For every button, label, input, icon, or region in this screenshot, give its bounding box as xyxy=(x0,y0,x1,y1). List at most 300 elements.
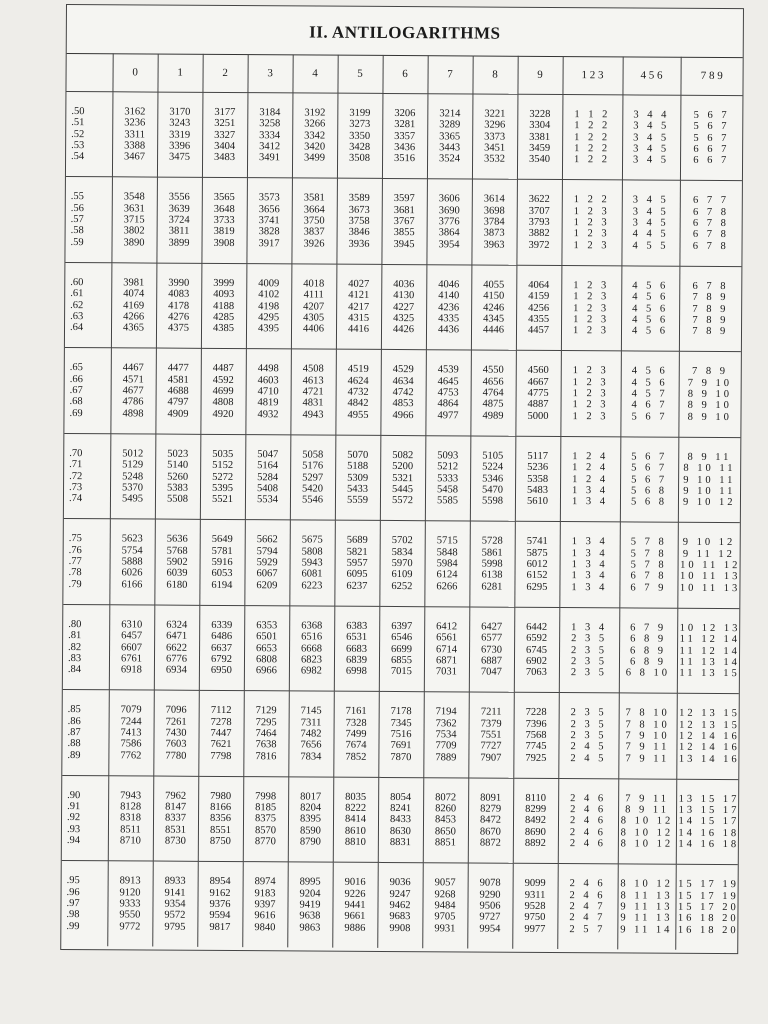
header-mean-diff: 7 8 9 xyxy=(680,57,742,96)
table-value: 4055 xyxy=(483,279,505,291)
mean-difference-cell xyxy=(619,608,678,694)
table-value: 4710 xyxy=(257,386,279,398)
table-value: 3573 xyxy=(258,192,280,204)
value-cell xyxy=(517,94,563,180)
table-value: 6668 xyxy=(301,642,323,655)
mean-difference-cell xyxy=(676,694,739,780)
table-value: 6 7 7 xyxy=(693,195,730,207)
table-value: 8204 xyxy=(300,802,322,814)
table-value: 7 9 10 xyxy=(625,730,670,742)
table-value: 6124 xyxy=(436,569,458,581)
table-value: 7129 xyxy=(255,705,277,717)
table-value: 8892 xyxy=(524,837,546,850)
table-value: 8810 xyxy=(344,836,366,848)
table-value: 9750 xyxy=(524,912,546,924)
table-value: 3 4 5 xyxy=(633,154,670,166)
table-value: 2 4 5 xyxy=(570,741,607,753)
table-value: 4581 xyxy=(167,374,189,386)
table-value: 7870 xyxy=(390,751,412,763)
table-value: 4178 xyxy=(168,300,190,312)
table-value: 1 2 3 xyxy=(573,217,610,229)
table-value: 6324 xyxy=(166,619,188,631)
table-value: 6 8 9 xyxy=(629,656,667,668)
table-value: .88 xyxy=(67,738,81,750)
table-value: 5546 xyxy=(301,494,324,506)
table-value: 3289 xyxy=(439,119,461,131)
table-value: 3206 xyxy=(394,108,416,120)
table-value: 6 7 9 xyxy=(630,582,667,594)
table-value: 4416 xyxy=(347,323,370,336)
value-cell xyxy=(332,863,378,948)
table-value: 6501 xyxy=(256,631,278,643)
table-value: 10 11 13 xyxy=(679,582,741,594)
table-value: 5794 xyxy=(256,545,278,558)
table-value: 5929 xyxy=(256,557,278,569)
table-value: 3837 xyxy=(303,226,325,238)
table-value: 9528 xyxy=(524,900,546,912)
value-cell xyxy=(288,777,334,863)
value-cell xyxy=(153,776,199,862)
table-value: 5035 xyxy=(212,448,234,460)
table-value: 6531 xyxy=(346,631,368,644)
table-value: 7691 xyxy=(390,740,412,752)
value-cell xyxy=(469,521,515,607)
table-value: 3581 xyxy=(303,192,325,205)
table-value: .53 xyxy=(71,139,85,152)
table-value: 6516 xyxy=(301,631,323,643)
table-value: .66 xyxy=(69,373,83,385)
value-cell xyxy=(337,93,383,179)
table-value: 6 8 9 xyxy=(630,633,667,645)
table-value: 3304 xyxy=(529,120,551,132)
table-value: 6 8 10 xyxy=(625,667,671,679)
table-value: 6 7 9 xyxy=(630,622,667,634)
value-cell xyxy=(111,177,157,263)
table-value: 6592 xyxy=(526,633,548,645)
table-value: 4335 xyxy=(438,313,460,325)
header-digit-0: 0 xyxy=(112,53,157,92)
table-value: 4256 xyxy=(528,302,550,314)
table-value: 6982 xyxy=(300,665,322,677)
table-value: 5248 xyxy=(122,470,144,483)
value-cell xyxy=(472,94,518,180)
table-value: 5105 xyxy=(482,450,504,462)
table-value: 7379 xyxy=(480,718,502,730)
row-number-cell xyxy=(61,861,108,946)
table-value: 6368 xyxy=(301,620,323,632)
table-value: 6730 xyxy=(481,644,503,656)
mean-difference-cell xyxy=(677,523,740,609)
table-value: 5834 xyxy=(391,546,413,558)
table-value: 4130 xyxy=(393,290,415,302)
table-value: 3508 xyxy=(349,152,371,165)
table-value: 9462 xyxy=(389,899,411,912)
table-value: 4667 xyxy=(527,376,549,388)
table-value: 7261 xyxy=(165,716,187,728)
table-value: 4467 xyxy=(122,362,144,374)
table-value: .96 xyxy=(66,886,80,898)
mean-difference-cell xyxy=(558,693,619,779)
table-value: 4508 xyxy=(302,363,324,376)
value-cell xyxy=(377,863,423,948)
table-value: 3483 xyxy=(214,152,236,164)
table-value: 3184 xyxy=(259,107,281,119)
table-value: 8590 xyxy=(299,825,321,837)
table-value: 7943 xyxy=(120,790,142,802)
table-value: 9057 xyxy=(434,877,456,889)
table-value: 3622 xyxy=(528,194,550,206)
value-cell xyxy=(422,863,468,948)
value-cell xyxy=(109,519,155,605)
value-cell xyxy=(423,692,469,778)
table-value: 5117 xyxy=(527,450,549,462)
table-value: 4864 xyxy=(437,398,459,410)
value-cell xyxy=(247,93,293,179)
value-cell xyxy=(152,861,198,946)
table-value: 9 11 14 xyxy=(620,923,673,936)
table-value: .79 xyxy=(68,578,82,590)
value-cell xyxy=(380,350,426,436)
table-value: 13 15 17 xyxy=(678,804,740,817)
table-value: 1 3 4 xyxy=(571,536,608,548)
table-value: 9333 xyxy=(119,898,141,910)
table-value: 5433 xyxy=(347,483,369,495)
table-value: 8790 xyxy=(299,836,321,848)
row-number-cell xyxy=(62,690,109,776)
table-value: 5 6 8 xyxy=(630,496,668,508)
value-cell xyxy=(157,92,203,178)
table-value: 3443 xyxy=(439,142,461,154)
value-cell xyxy=(468,692,514,778)
table-value: 6237 xyxy=(346,580,368,592)
table-value: 9886 xyxy=(344,922,366,934)
table-value: 4385 xyxy=(212,323,235,335)
table-value: 1 2 2 xyxy=(574,154,611,166)
table-value: .71 xyxy=(69,459,83,471)
table-value: 1 2 4 xyxy=(572,451,609,463)
table-value: 4677 xyxy=(122,385,144,397)
table-value: 6966 xyxy=(255,665,277,677)
table-value: 9141 xyxy=(164,887,186,899)
table-value: 3963 xyxy=(483,239,505,251)
table-value: 3412 xyxy=(259,141,281,153)
table-value: 5636 xyxy=(166,534,188,546)
table-value: 5781 xyxy=(211,545,233,557)
table-value: 1 2 3 xyxy=(572,410,609,422)
table-value: 8831 xyxy=(389,837,411,849)
header-blank xyxy=(66,53,112,92)
value-cell xyxy=(199,605,245,691)
table-value: 5383 xyxy=(167,482,189,494)
value-cell xyxy=(199,520,245,606)
table-value: 4955 xyxy=(347,409,369,421)
table-value: 3475 xyxy=(169,151,191,163)
antilog-table xyxy=(61,53,742,950)
table-value: 6486 xyxy=(211,631,233,643)
value-cell xyxy=(200,434,246,520)
table-value: 9683 xyxy=(389,911,411,923)
row-number-cell xyxy=(63,604,110,690)
value-cell xyxy=(335,350,381,436)
table-value: 5 7 8 xyxy=(630,536,667,549)
value-cell xyxy=(156,263,202,349)
table-value: 5370 xyxy=(122,482,144,494)
table-value: 6653 xyxy=(256,642,278,654)
table-value: 8318 xyxy=(119,812,142,824)
table-value: 3373 xyxy=(484,131,506,143)
table-value: 8185 xyxy=(255,802,277,814)
table-value: 4395 xyxy=(257,323,280,335)
table-value: .85 xyxy=(67,704,81,716)
table-value: 5224 xyxy=(482,461,504,473)
table-value: 6339 xyxy=(211,619,233,631)
table-block-row xyxy=(64,348,741,438)
table-value: 3707 xyxy=(528,205,550,217)
value-cell xyxy=(291,178,337,264)
table-value: 4645 xyxy=(437,376,459,388)
table-value: 9204 xyxy=(299,888,321,900)
table-value: 1 3 4 xyxy=(571,547,608,560)
mean-difference-cell xyxy=(618,779,677,865)
table-value: 6442 xyxy=(526,621,548,633)
table-value: 6839 xyxy=(345,654,368,666)
table-value: 7925 xyxy=(525,752,547,764)
table-value: 1 2 3 xyxy=(573,280,610,292)
table-value: 5861 xyxy=(481,547,503,559)
table-value: 5598 xyxy=(481,495,504,507)
table-value: 6714 xyxy=(436,643,458,655)
table-value: 1 2 4 xyxy=(572,473,609,485)
table-value: 5 6 7 xyxy=(693,109,730,122)
table-value: 3236 xyxy=(124,117,146,129)
table-value: 4083 xyxy=(168,288,190,301)
table-value: 5260 xyxy=(167,471,189,483)
table-value: 10 12 13 xyxy=(679,622,741,635)
table-value: .91 xyxy=(67,801,81,813)
value-cell xyxy=(110,434,156,520)
table-value: 3556 xyxy=(168,192,190,204)
value-cell xyxy=(156,178,202,264)
table-value: 5129 xyxy=(122,459,144,471)
table-value: .87 xyxy=(67,727,81,739)
table-value: .60 xyxy=(70,277,84,289)
table-value: 8730 xyxy=(164,835,186,847)
table-value: 4276 xyxy=(168,311,190,323)
table-value: 7178 xyxy=(390,706,412,718)
table-value: 1 3 4 xyxy=(571,581,608,593)
table-value: 1 2 3 xyxy=(573,239,610,251)
table-value: 9 10 12 xyxy=(682,496,736,509)
value-cell xyxy=(197,862,243,947)
table-value: 5176 xyxy=(302,460,324,472)
table-value: 1 2 2 xyxy=(573,194,610,206)
table-block-row xyxy=(61,861,738,950)
value-cell xyxy=(245,349,291,435)
table-value: 6 7 8 xyxy=(692,240,729,252)
table-value: 4634 xyxy=(392,375,414,387)
header-digit-1: 1 xyxy=(157,54,202,93)
value-cell xyxy=(513,693,559,779)
table-value: 4426 xyxy=(392,324,415,336)
table-value: 4121 xyxy=(348,289,370,302)
table-value: 4036 xyxy=(393,278,415,291)
table-value: 9247 xyxy=(389,888,411,900)
table-value: 8492 xyxy=(524,815,547,827)
table-value: 6792 xyxy=(210,653,233,665)
table-value: 7656 xyxy=(300,739,322,751)
table-value: 6637 xyxy=(211,642,233,654)
table-value: 4624 xyxy=(347,375,369,387)
table-value: 6776 xyxy=(165,653,188,665)
table-value: .72 xyxy=(69,470,83,482)
table-value: 4446 xyxy=(482,324,505,336)
table-value: 6761 xyxy=(120,653,143,665)
table-value: 9 10 11 xyxy=(683,474,736,486)
value-cell xyxy=(201,178,247,264)
table-value: 6934 xyxy=(165,664,187,676)
value-cell xyxy=(514,607,560,693)
table-value: 6902 xyxy=(525,655,548,667)
mean-difference-cell xyxy=(561,265,622,351)
table-value: 4909 xyxy=(167,408,189,420)
row-number-cell xyxy=(63,519,110,605)
header-row xyxy=(66,53,742,96)
table-value: 1 3 4 xyxy=(571,559,608,571)
table-value: 3715 xyxy=(123,214,145,226)
table-value: 6950 xyxy=(210,664,232,677)
table-value: 4266 xyxy=(123,311,145,323)
value-cell xyxy=(379,521,425,607)
table-value: 5164 xyxy=(257,460,279,472)
table-value: 6067 xyxy=(256,568,278,580)
table-value: 7413 xyxy=(120,727,142,739)
value-cell xyxy=(382,93,428,179)
value-cell xyxy=(380,435,426,521)
table-value: 16 18 20 xyxy=(677,924,739,936)
table-value: 4721 xyxy=(302,386,324,398)
table-value: 5662 xyxy=(256,534,278,546)
table-value: 3388 xyxy=(124,140,146,152)
value-cell xyxy=(336,179,382,265)
mean-difference-cell xyxy=(560,436,621,522)
table-value: 5585 xyxy=(436,495,459,507)
table-value: 1 3 4 xyxy=(571,570,608,582)
table-value: .52 xyxy=(71,128,85,140)
table-value: 4571 xyxy=(122,374,144,386)
table-value: 4345 xyxy=(483,313,505,325)
table-value: 5689 xyxy=(346,535,368,547)
table-value: 8610 xyxy=(344,825,366,837)
table-value: 13 14 16 xyxy=(678,753,740,765)
table-value: 9162 xyxy=(209,887,231,899)
table-value: 4046 xyxy=(438,279,460,291)
table-value: 3890 xyxy=(123,237,145,249)
table-value: 3243 xyxy=(169,117,191,130)
table-value: 7889 xyxy=(435,751,457,763)
table-value: 4966 xyxy=(392,409,414,421)
table-value: 9572 xyxy=(164,909,186,921)
table-value: 7 8 10 xyxy=(625,719,670,731)
table-value: 8995 xyxy=(299,876,321,888)
table-value: 5395 xyxy=(212,482,234,494)
table-value: 2 3 5 xyxy=(570,667,607,679)
table-value: 9954 xyxy=(479,923,501,935)
table-block-row xyxy=(63,519,740,609)
table-value: 4102 xyxy=(258,289,280,301)
table-value: 6180 xyxy=(166,579,188,591)
table-value: .68 xyxy=(69,396,83,408)
table-value: 1 2 3 xyxy=(573,205,610,218)
table-value: 1 2 3 xyxy=(572,388,609,400)
table-value: 5 6 7 xyxy=(631,411,668,423)
table-value: 4027 xyxy=(348,278,370,290)
table-value: 3540 xyxy=(529,154,551,166)
table-value: 7031 xyxy=(435,666,457,678)
table-value: 3741 xyxy=(258,215,280,227)
value-cell xyxy=(155,349,201,435)
value-cell xyxy=(335,435,381,521)
table-value: 3724 xyxy=(168,214,190,226)
table-value: 8 10 12 xyxy=(620,878,673,891)
table-value: 6295 xyxy=(526,581,548,593)
table-value: 4943 xyxy=(302,409,324,421)
table-value: 1 2 3 xyxy=(573,228,610,240)
table-value: 6 6 7 xyxy=(693,143,730,155)
value-cell xyxy=(287,862,333,947)
table-value: 4236 xyxy=(438,301,460,313)
table-value: 6138 xyxy=(481,569,503,581)
table-value: 3266 xyxy=(304,118,326,130)
table-value: 8630 xyxy=(389,825,411,837)
table-value: 1 2 3 xyxy=(572,376,609,389)
table-value: 5212 xyxy=(437,461,459,473)
table-value: 4140 xyxy=(438,290,460,302)
table-value: 6281 xyxy=(481,581,503,593)
table-value: 8 9 11 xyxy=(687,451,732,464)
table-value: 4764 xyxy=(482,387,504,399)
table-value: 5321 xyxy=(392,472,414,484)
table-value: 7 8 9 xyxy=(692,303,729,315)
table-value: 3177 xyxy=(214,106,236,119)
table-value: 8 9 11 xyxy=(625,804,670,816)
table-value: 7 9 10 xyxy=(687,377,733,389)
table-value: .67 xyxy=(69,385,83,397)
table-value: 8511 xyxy=(120,824,141,836)
table-value: 8433 xyxy=(389,814,412,826)
table-value: 6871 xyxy=(435,655,458,667)
table-value: 9550 xyxy=(119,909,141,921)
table-value: 3214 xyxy=(439,108,461,120)
table-value: 6 7 8 xyxy=(692,217,729,230)
table-value: 6471 xyxy=(166,630,188,642)
table-value: 3 4 4 xyxy=(633,109,670,121)
table-value: 11 13 14 xyxy=(679,656,740,668)
table-value: 3899 xyxy=(168,237,190,249)
table-value: 5 6 8 xyxy=(631,485,668,497)
table-value: 8770 xyxy=(254,836,276,848)
table-value: 3972 xyxy=(528,239,550,251)
table-value: 7745 xyxy=(525,741,547,753)
value-cell xyxy=(242,862,288,947)
table-value: 3819 xyxy=(213,226,235,238)
header-digit-2: 2 xyxy=(202,54,247,93)
table-value: 8072 xyxy=(435,792,457,804)
table-value: 3311 xyxy=(124,128,146,141)
table-value: 4732 xyxy=(347,386,369,398)
table-value: 4436 xyxy=(437,324,460,336)
header-digit-3: 3 xyxy=(247,54,292,93)
table-value: 4285 xyxy=(213,311,235,323)
